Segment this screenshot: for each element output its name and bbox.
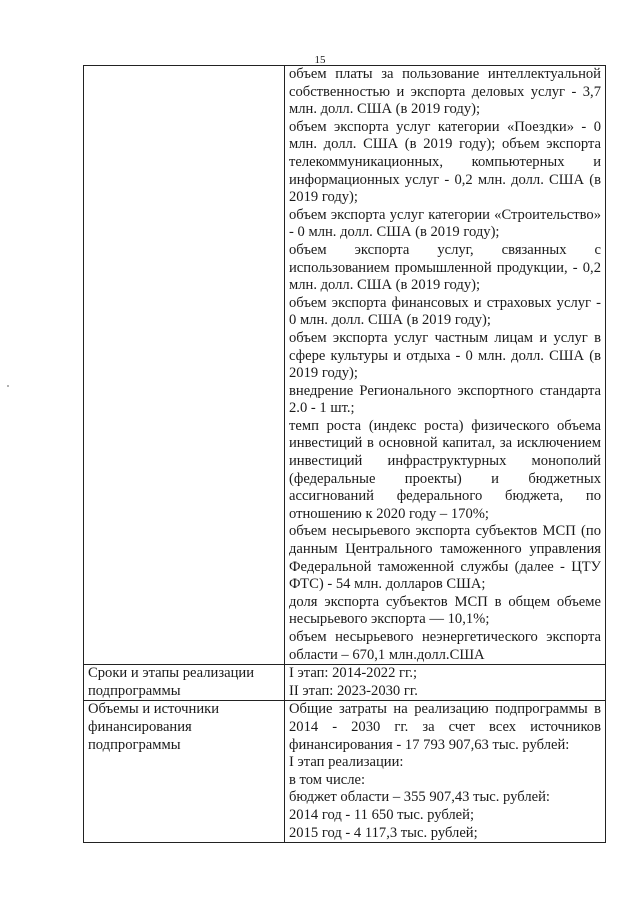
funding-paragraph: 2014 год - 11 650 тыс. рублей; (289, 806, 475, 823)
indicators-row-right-cell (285, 66, 606, 665)
funding-paragraph: Общие затраты на реализацию подпрограммы в 2014 - 2030 гг. за счет всех источников финансирования - 17 793 907,63 тыс. рублей: (289, 701, 601, 753)
indicator-paragraph: объем несырьевого экспорта субъектов МСП (по данным Центрального таможенного управления Федеральной таможенной службы (далее - ЦТУ ФТС) - 54 млн. долларов США; (289, 523, 601, 593)
subprogram-passport-table (83, 65, 606, 843)
indicator-paragraph: объем несырьевого неэнергетического экспорта области – 670,1 млн.долл.США (289, 629, 601, 663)
indicator-paragraph: объем экспорта услуг категории «Поездки» - 0 млн. долл. США (в 2019 году); объем экспорта телекоммуникационных, компьютерных и информационных услуг - 0,2 млн. долл. США (в 2019 году); (289, 118, 601, 206)
terms-value-cell (285, 665, 606, 701)
margin-dot (7, 385, 9, 387)
funding-row (84, 701, 606, 843)
indicators-row-left-cell (84, 66, 285, 665)
funding-paragraph: в том числе: (289, 771, 366, 788)
indicator-paragraph: объем платы за пользование интеллектуальной собственностью и экспорта деловых услуг - 3,7 млн. долл. США (в 2019 году); (289, 66, 601, 118)
page-number: 15 (314, 54, 326, 66)
indicator-paragraph: доля экспорта субъектов МСП в общем объеме несырьевого экспорта — 10,1%; (289, 593, 601, 628)
stage-line: II этап: 2023-2030 гг. (289, 682, 418, 699)
funding-paragraph: I этап реализации: (289, 754, 404, 771)
indicator-paragraph: объем экспорта финансовых и страховых услуг - 0 млн. долл. США (в 2019 году); (289, 294, 601, 329)
indicator-paragraph: внедрение Регионального экспортного стандарта 2.0 - 1 шт.; (289, 382, 601, 417)
funding-label: Объемы и источники финансирования подпрограммы (84, 701, 285, 843)
stage-line: I этап: 2014-2022 гг.; (289, 665, 418, 682)
indicator-paragraph: объем экспорта услуг частным лицам и услуг в сфере культуры и отдыха - 0 млн. долл. США (в 2019 году); (289, 329, 601, 382)
indicators-row (84, 66, 606, 665)
funding-paragraph: 2015 год - 4 117,3 тыс. рублей; (289, 824, 478, 841)
indicator-paragraph: объем экспорта услуг категории «Строительство» - 0 млн. долл. США (в 2019 году); (289, 206, 601, 241)
terms-row (84, 665, 606, 701)
indicator-paragraph: темп роста (индекс роста) физического объема инвестиций в основной капитал, за исключением инвестиций инфраструктурных монополий (федеральные проекты) и бюджетных ассигнований федерального бюджета, по отношению к 2020 году – 170%; (289, 417, 601, 522)
funding-paragraph: бюджет области – 355 907,43 тыс. рублей: (289, 789, 550, 806)
terms-label: Сроки и этапы реализации подпрограммы (84, 665, 285, 701)
funding-value-cell (285, 701, 606, 843)
indicator-paragraph: объем экспорта услуг, связанных с использованием промышленной продукции, - 0,2 млн. долл. США (в 2019 году); (289, 241, 601, 294)
